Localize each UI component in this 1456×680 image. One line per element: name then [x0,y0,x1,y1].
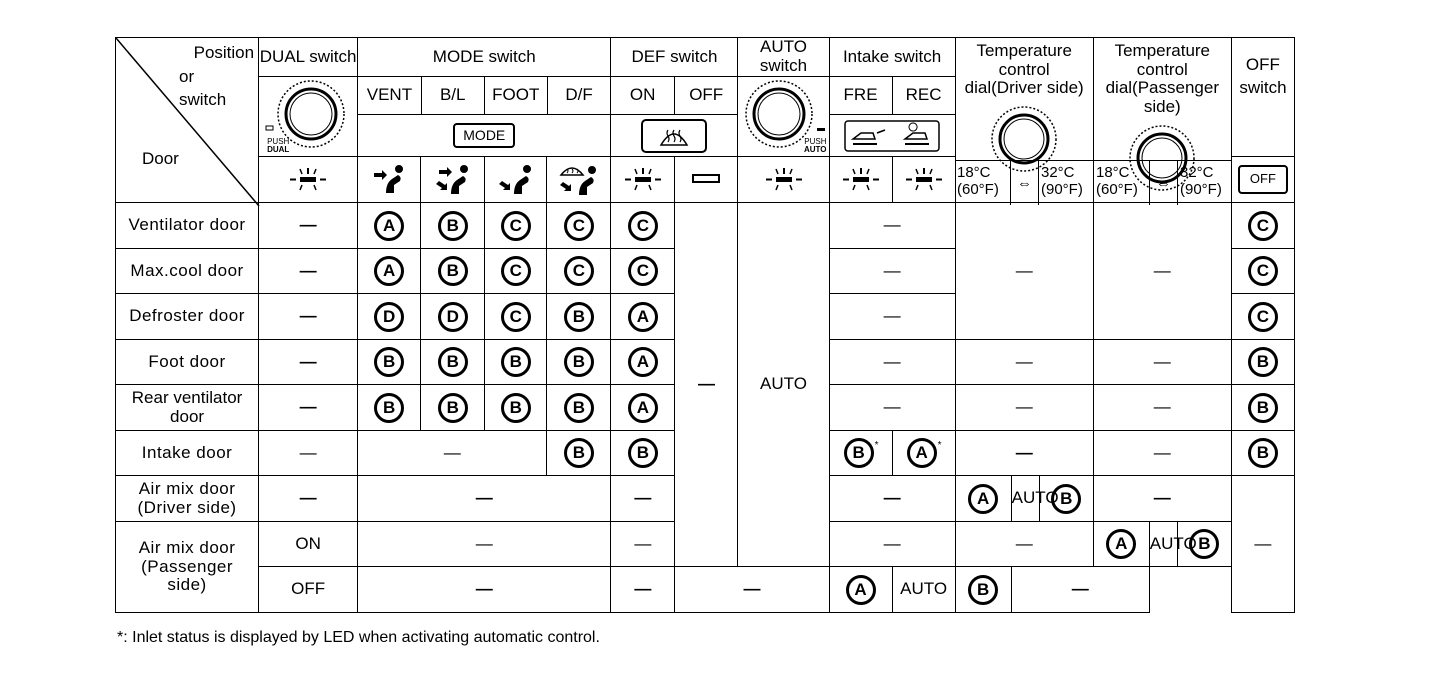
off-button-cell [1231,156,1294,203]
bilevel-mode-icon [433,162,473,196]
cell-vent: A [358,248,421,294]
cell-temp-driver: — [955,203,1093,340]
auto-push-label: PUSH [804,136,827,146]
mode-subheader [358,76,611,156]
cell-def-on: C [611,248,675,294]
cell-intake: — [829,294,955,340]
off-switch-header: OFF switch [1231,38,1294,157]
header-door-label: Door [142,149,179,168]
defrost-foot-mode-icon [557,161,601,197]
cell-vent: B [358,385,421,431]
auto-dial-cell [738,76,829,156]
temp-passenger-arrow: ⇔ [1150,161,1178,205]
def-on-led-cell [611,156,675,203]
cell-temp-passenger: — [1093,339,1231,385]
cell-dual: — [259,385,358,431]
rec-led-cell [892,156,955,203]
auto-switch-header: AUTO switch [738,38,829,77]
dual-push-label: PUSH [267,136,290,146]
cell-foot: B [485,339,547,385]
temp-passenger-high: 32°C (90°F) [1179,164,1222,199]
cell-mode-merged: — [358,476,611,522]
cell-def-on: — [611,521,675,567]
led-lit-icon [621,166,665,192]
cell-foot: C [485,203,547,249]
cell-def-on: A [611,294,675,340]
cell-dual: — [259,248,358,294]
cell-vent: D [358,294,421,340]
header-position-label: Position [193,43,255,62]
cell-bl: B [421,339,485,385]
cell-dual-off: OFF [259,567,358,613]
cell-temp-b: B [1039,476,1093,522]
temp-driver-high: 32°C (90°F) [1040,164,1083,199]
cell-off: C [1231,203,1294,249]
cell-def-on: C [611,203,675,249]
row-label: Foot door [116,339,259,385]
cell-foot: B [485,385,547,431]
cell-temp-auto: AUTO [892,567,955,613]
cell-df: B [547,339,611,385]
dual-led-cell [259,156,358,203]
cell-auto-merged: AUTO [738,203,829,567]
cell-def-on: A [611,385,675,431]
cell-df: B [547,430,611,476]
led-lit-icon [839,166,883,192]
cell-temp-a: A [829,567,892,613]
df-mode-icon-cell [547,156,611,203]
auto-led-cell [738,156,829,203]
temp-driver-low: 18°C (60°F) [955,161,1011,205]
cell-dual: — [259,339,358,385]
cell-def-on: — [611,567,675,613]
intake-col-rec: REC [892,77,955,115]
cell-intake: — [829,203,955,249]
def-col-on: ON [611,77,674,115]
cell-intake: — [675,567,829,613]
dual-dual-label: DUAL [267,144,290,154]
cell-bl: B [421,385,485,431]
off-button-icon: OFF [1238,165,1288,193]
def-off-led-cell [675,156,738,203]
cell-temp-auto: AUTO [1011,476,1039,522]
cell-foot: C [485,294,547,340]
temp-passenger-low: 18°C (60°F) [1094,161,1150,205]
cell-temp-passenger: — [1093,430,1231,476]
cell-temp-passenger: — [1011,567,1149,613]
foot-mode-icon-cell [485,156,547,203]
intake-subheader [829,76,955,156]
cell-foot: C [485,248,547,294]
temp-driver-arrow: ⇔ [1011,161,1039,205]
footnote: *: Inlet status is displayed by LED when activating automatic control. [117,629,600,646]
cell-dual-on: ON [259,521,358,567]
led-lit-icon [762,166,806,192]
led-lit-icon [286,166,330,192]
cell-vent: A [358,203,421,249]
row-label: Max.cool door [116,248,259,294]
cell-mode-merged: — [358,521,611,567]
intake-switch-header: Intake switch [829,38,955,77]
cell-intake: — [829,521,955,567]
intake-col-fre: FRE [830,77,893,115]
header-switch-label: switch [179,90,227,109]
cell-temp-auto: AUTO [1149,521,1177,567]
vent-mode-icon [372,163,406,195]
cell-intake: — [829,248,955,294]
fre-led-cell [829,156,892,203]
cell-df: C [547,203,611,249]
cell-off: C [1231,294,1294,340]
cell-temp-a: A [955,476,1011,522]
defroster-button-icon [641,119,707,153]
cell-rec: A * [892,430,955,476]
cell-bl: B [421,248,485,294]
row-label: Air mix door (Driver side) [116,476,259,522]
cell-off: B [1231,339,1294,385]
mode-switch-header: MODE switch [358,38,611,77]
cell-temp-passenger: — [1093,385,1231,431]
cell-def-on: A [611,339,675,385]
corner-diagonal-line [116,38,259,206]
cell-fre: B * [829,430,892,476]
cell-off: C [1231,248,1294,294]
cell-temp-driver: — [955,430,1093,476]
def-col-off: OFF [674,77,737,115]
cell-off: B [1231,385,1294,431]
temp-driver-header: Temperature control dial(Driver side) [964,41,1084,98]
mode-col-bl: B/L [421,77,484,115]
cell-temp-b: B [955,567,1011,613]
def-button-cell [611,115,737,156]
cell-temp-driver: — [955,385,1093,431]
mode-button-cell [358,115,610,156]
cell-intake: — [829,476,955,522]
def-subheader [611,76,738,156]
cell-mode-merged: — [358,430,547,476]
cell-dual: — [259,203,358,249]
door-operation-table [115,37,1295,613]
mode-col-foot: FOOT [484,77,547,115]
cell-intake: — [829,385,955,431]
cell-dual: — [259,430,358,476]
bl-mode-icon-cell [421,156,485,203]
vent-mode-icon-cell [358,156,421,203]
cell-dual: — [259,294,358,340]
dual-dial-cell [259,76,358,156]
cell-temp-b: B [1177,521,1231,567]
cell-temp-passenger: — [1093,476,1231,522]
cell-temp-driver: — [955,521,1093,567]
cell-bl: B [421,203,485,249]
cell-temp-passenger: — [1093,203,1231,340]
cell-df: B [547,294,611,340]
row-label: Ventilator door [116,203,259,249]
cell-df: B [547,385,611,431]
intake-buttons-icon [841,119,943,153]
def-switch-header: DEF switch [611,38,738,77]
cell-def-on: — [611,476,675,522]
cell-def-on: B [611,430,675,476]
row-label: Defroster door [116,294,259,340]
cell-df: C [547,248,611,294]
cell-dual: — [259,476,358,522]
intake-button-cell [830,115,955,156]
cell-def-off-merged: — [675,203,738,567]
cell-intake: — [829,339,955,385]
mode-col-vent: VENT [358,77,421,115]
led-lit-icon [902,166,946,192]
dual-switch-header: DUAL switch [259,38,358,77]
cell-bl: D [421,294,485,340]
cell-temp-driver: — [955,339,1093,385]
cell-mode-merged: — [358,567,611,613]
cell-off: B [1231,430,1294,476]
row-label: Rear ventilator door [116,385,259,431]
header-or-label: or [179,67,195,86]
cell-temp-a: A [1093,521,1149,567]
header-corner [116,38,259,203]
led-off-icon [691,172,721,186]
row-label: Intake door [116,430,259,476]
mode-button-icon: MODE [453,123,515,148]
cell-off: — [1231,476,1294,613]
temp-passenger-range [1094,160,1232,205]
auto-auto-label: AUTO [804,144,827,154]
foot-mode-icon [496,162,536,196]
mode-col-df: D/F [547,77,610,115]
temp-passenger-header: Temperature control dial(Passenger side) [1105,41,1219,117]
temp-driver-range [955,160,1093,205]
cell-vent: B [358,339,421,385]
row-label: Air mix door (Passenger side) [116,521,259,612]
